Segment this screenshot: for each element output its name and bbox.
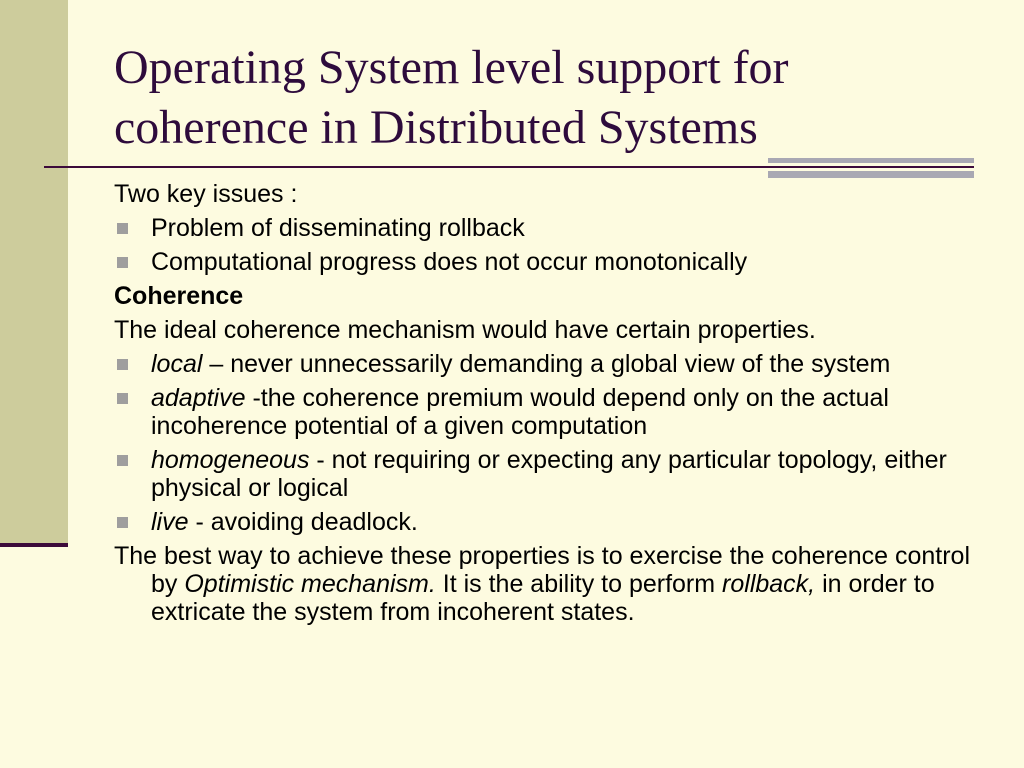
property-term: live — [151, 508, 189, 536]
title-rule-accent-top — [768, 158, 974, 163]
square-bullet-icon — [117, 359, 128, 370]
issue-item — [114, 248, 994, 276]
slide-body — [114, 180, 994, 632]
conclusion-paragraph — [114, 542, 994, 626]
square-bullet-icon — [117, 455, 128, 466]
title-rule — [44, 166, 974, 168]
conclusion-text: The best way to achieve these properties is to exercise the coherence control by — [114, 542, 971, 598]
rollback-term: rollback, — [722, 570, 816, 598]
property-term: homogeneous — [151, 446, 310, 474]
optimistic-mechanism-term: Optimistic mechanism. — [184, 570, 436, 598]
property-term: local — [151, 350, 203, 378]
conclusion-text: It is the ability to perform — [435, 570, 723, 598]
property-description: - avoiding deadlock. — [188, 508, 418, 536]
intro-text: Two key issues : — [114, 180, 298, 208]
conclusion-text: in order to extricate the system from incoherent states. — [151, 570, 935, 626]
slide-title: Operating System level support for coherence in Distributed Systems — [114, 41, 789, 154]
property-item — [114, 446, 994, 502]
property-item — [114, 384, 994, 440]
coherence-intro: The ideal coherence mechanism would have certain properties. — [114, 316, 816, 344]
square-bullet-icon — [117, 393, 128, 404]
left-bar-divider — [0, 543, 68, 547]
property-item — [114, 508, 994, 536]
square-bullet-icon — [117, 517, 128, 528]
property-description: - not requiring or expecting any particular topology, either physical or logical — [151, 446, 947, 502]
property-term: adaptive — [151, 384, 246, 412]
left-decorative-bar — [0, 0, 68, 547]
property-description: – never unnecessarily demanding a global view of the system — [202, 350, 891, 378]
coherence-heading: Coherence — [114, 282, 244, 310]
property-description: -the coherence premium would depend only on the actual incoherence potential of a given computation — [151, 384, 889, 440]
square-bullet-icon — [117, 257, 128, 268]
square-bullet-icon — [117, 223, 128, 234]
issue-text: Computational progress does not occur monotonically — [151, 248, 748, 276]
title-rule-accent-bottom — [768, 171, 974, 178]
issue-text: Problem of disseminating rollback — [151, 214, 525, 242]
property-item — [114, 350, 994, 378]
issue-item — [114, 214, 994, 242]
